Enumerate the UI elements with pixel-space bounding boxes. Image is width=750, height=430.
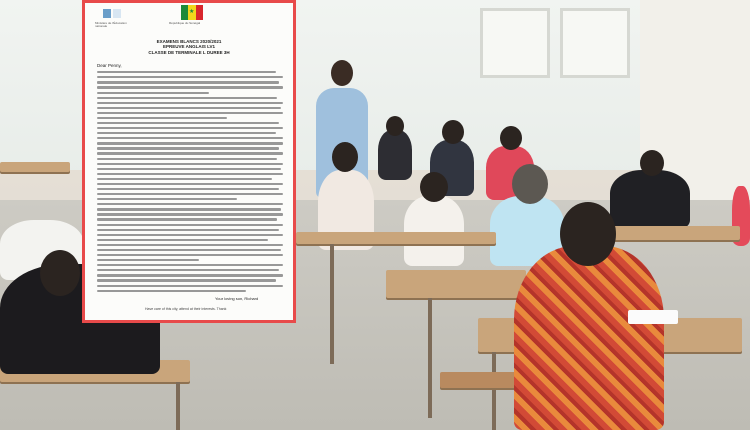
desk-leg [176, 382, 180, 430]
bench [440, 372, 520, 388]
window [480, 8, 550, 78]
letter-salutation: Dear Penny, [97, 63, 122, 69]
letter-body-text [85, 71, 293, 292]
student-head [386, 116, 404, 136]
desk-leg [330, 244, 334, 364]
student-head [640, 150, 664, 176]
exam-title-line: EPREUVE ANGLAIS LV1 [162, 44, 215, 50]
desk-leg [492, 352, 496, 430]
student-head [560, 202, 616, 266]
ministry-logo-icon [101, 7, 125, 21]
exam-paper [82, 0, 296, 323]
paper-header-logos [85, 3, 293, 33]
senegal-flag-icon: ★ [181, 5, 203, 20]
desk [386, 270, 526, 298]
desk-leg [428, 298, 432, 418]
desk [600, 226, 740, 240]
desk [0, 162, 70, 172]
window [560, 8, 630, 78]
exam-title-line: EXAMENS BLANCS 2020/2021 [156, 39, 222, 44]
desk [296, 232, 496, 244]
student-head [332, 142, 358, 172]
exam-title-line: CLASSE DE TERMINALE L DUREE 3H [148, 49, 230, 55]
ministry-logo [101, 7, 125, 21]
student-head [500, 126, 522, 150]
student-figure [378, 130, 412, 180]
paper-footer-line: Have care of this city, attend at their interests. Thank [145, 306, 227, 311]
ministry-logo-caption: Ministère de l'Éducation nationale [95, 21, 127, 28]
exam-sheet-on-desk [628, 310, 678, 324]
student-figure [404, 196, 464, 266]
exam-title [85, 39, 293, 55]
student-head [420, 172, 448, 202]
student-head [40, 250, 80, 296]
student-head [512, 164, 548, 204]
student-figure [610, 170, 690, 228]
student-figure [514, 246, 664, 430]
republic-logo-caption: République du Sénégal [169, 21, 201, 25]
teacher-head [331, 60, 353, 86]
letter-closing: Your loving son, Richard [215, 295, 259, 301]
student-head [442, 120, 464, 144]
